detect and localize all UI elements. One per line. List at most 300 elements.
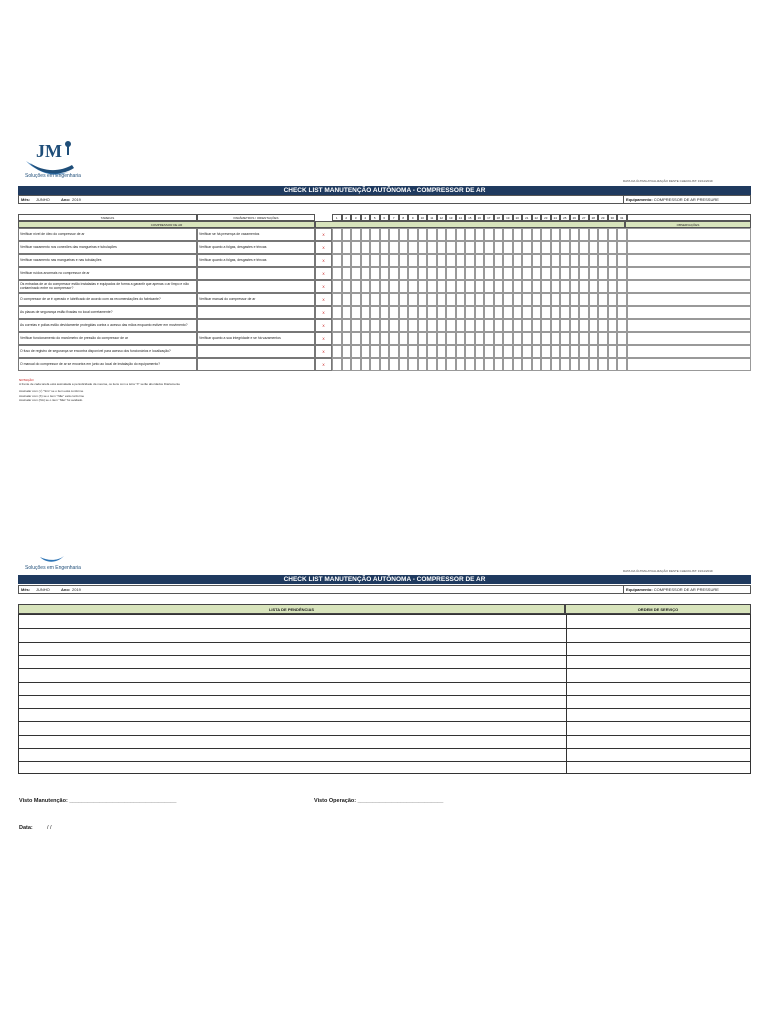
day-check-cell[interactable] xyxy=(389,254,399,267)
day-check-cell[interactable] xyxy=(446,228,456,241)
day-check-cell[interactable] xyxy=(408,319,418,332)
day-check-cell[interactable] xyxy=(465,358,475,371)
day-check-cell[interactable] xyxy=(608,358,618,371)
day-check-cell[interactable] xyxy=(446,280,456,293)
day-check-cell[interactable] xyxy=(342,267,352,280)
day-check-cell[interactable] xyxy=(494,228,504,241)
observacoes-cell[interactable] xyxy=(627,280,752,293)
day-check-cell[interactable] xyxy=(532,241,542,254)
day-check-cell[interactable] xyxy=(332,319,342,332)
day-check-cell[interactable] xyxy=(351,254,361,267)
day-check-cell[interactable] xyxy=(598,306,608,319)
day-check-cell[interactable] xyxy=(513,345,523,358)
day-check-cell[interactable] xyxy=(370,228,380,241)
day-check-cell[interactable] xyxy=(332,254,342,267)
day-check-cell[interactable] xyxy=(484,241,494,254)
day-check-cell[interactable] xyxy=(541,254,551,267)
day-check-cell[interactable] xyxy=(598,228,608,241)
day-check-cell[interactable] xyxy=(484,254,494,267)
observacoes-cell[interactable] xyxy=(627,332,752,345)
day-check-cell[interactable] xyxy=(361,358,371,371)
day-check-cell[interactable] xyxy=(389,319,399,332)
day-check-cell[interactable] xyxy=(484,267,494,280)
day-check-cell[interactable] xyxy=(456,254,466,267)
day-check-cell[interactable] xyxy=(332,345,342,358)
day-check-cell[interactable] xyxy=(370,267,380,280)
day-check-cell[interactable] xyxy=(589,280,599,293)
day-check-cell[interactable] xyxy=(342,293,352,306)
day-check-cell[interactable] xyxy=(342,345,352,358)
day-check-cell[interactable] xyxy=(399,241,409,254)
day-check-cell[interactable] xyxy=(418,358,428,371)
day-check-cell[interactable] xyxy=(418,319,428,332)
day-check-cell[interactable] xyxy=(551,280,561,293)
day-check-cell[interactable] xyxy=(570,358,580,371)
day-check-cell[interactable] xyxy=(389,280,399,293)
day-check-cell[interactable] xyxy=(570,267,580,280)
day-check-cell[interactable] xyxy=(389,228,399,241)
observacoes-cell[interactable] xyxy=(627,241,752,254)
day-check-cell[interactable] xyxy=(475,293,485,306)
day-check-cell[interactable] xyxy=(484,228,494,241)
day-check-cell[interactable] xyxy=(437,345,447,358)
day-check-cell[interactable] xyxy=(408,345,418,358)
day-check-cell[interactable] xyxy=(598,267,608,280)
day-check-cell[interactable] xyxy=(570,241,580,254)
day-check-cell[interactable] xyxy=(456,306,466,319)
day-check-cell[interactable] xyxy=(332,358,342,371)
day-check-cell[interactable] xyxy=(608,332,618,345)
observacoes-cell[interactable] xyxy=(627,319,752,332)
day-check-cell[interactable] xyxy=(380,293,390,306)
day-check-cell[interactable] xyxy=(446,293,456,306)
day-check-cell[interactable] xyxy=(560,254,570,267)
day-check-cell[interactable] xyxy=(494,319,504,332)
day-check-cell[interactable] xyxy=(560,345,570,358)
day-check-cell[interactable] xyxy=(437,358,447,371)
day-check-cell[interactable] xyxy=(570,345,580,358)
day-check-cell[interactable] xyxy=(589,332,599,345)
day-check-cell[interactable] xyxy=(570,319,580,332)
day-check-cell[interactable] xyxy=(598,319,608,332)
day-check-cell[interactable] xyxy=(475,306,485,319)
day-check-cell[interactable] xyxy=(522,358,532,371)
day-check-cell[interactable] xyxy=(494,241,504,254)
day-check-cell[interactable] xyxy=(503,280,513,293)
observacoes-cell[interactable] xyxy=(627,358,752,371)
day-check-cell[interactable] xyxy=(494,306,504,319)
day-check-cell[interactable] xyxy=(380,358,390,371)
day-check-cell[interactable] xyxy=(465,254,475,267)
day-check-cell[interactable] xyxy=(503,241,513,254)
day-check-cell[interactable] xyxy=(351,293,361,306)
day-check-cell[interactable] xyxy=(399,280,409,293)
day-check-cell[interactable] xyxy=(418,254,428,267)
day-check-cell[interactable] xyxy=(399,358,409,371)
day-check-cell[interactable] xyxy=(617,319,627,332)
day-check-cell[interactable] xyxy=(361,293,371,306)
day-check-cell[interactable] xyxy=(437,319,447,332)
day-check-cell[interactable] xyxy=(418,241,428,254)
day-check-cell[interactable] xyxy=(522,332,532,345)
day-check-cell[interactable] xyxy=(370,306,380,319)
day-check-cell[interactable] xyxy=(351,332,361,345)
day-check-cell[interactable] xyxy=(437,254,447,267)
day-check-cell[interactable] xyxy=(608,280,618,293)
day-check-cell[interactable] xyxy=(418,332,428,345)
day-check-cell[interactable] xyxy=(446,319,456,332)
day-check-cell[interactable] xyxy=(484,345,494,358)
day-check-cell[interactable] xyxy=(598,358,608,371)
day-check-cell[interactable] xyxy=(342,228,352,241)
day-check-cell[interactable] xyxy=(370,254,380,267)
day-check-cell[interactable] xyxy=(465,306,475,319)
day-check-cell[interactable] xyxy=(408,306,418,319)
day-check-cell[interactable] xyxy=(579,358,589,371)
day-check-cell[interactable] xyxy=(456,228,466,241)
day-check-cell[interactable] xyxy=(617,267,627,280)
day-check-cell[interactable] xyxy=(351,267,361,280)
day-check-cell[interactable] xyxy=(503,267,513,280)
day-check-cell[interactable] xyxy=(446,267,456,280)
day-check-cell[interactable] xyxy=(399,345,409,358)
day-check-cell[interactable] xyxy=(522,345,532,358)
day-check-cell[interactable] xyxy=(484,280,494,293)
day-check-cell[interactable] xyxy=(389,358,399,371)
day-check-cell[interactable] xyxy=(484,358,494,371)
day-check-cell[interactable] xyxy=(617,254,627,267)
day-check-cell[interactable] xyxy=(570,280,580,293)
day-check-cell[interactable] xyxy=(560,267,570,280)
day-check-cell[interactable] xyxy=(608,267,618,280)
day-check-cell[interactable] xyxy=(608,319,618,332)
day-check-cell[interactable] xyxy=(456,358,466,371)
day-check-cell[interactable] xyxy=(494,280,504,293)
day-check-cell[interactable] xyxy=(342,319,352,332)
day-check-cell[interactable] xyxy=(541,241,551,254)
day-check-cell[interactable] xyxy=(351,280,361,293)
day-check-cell[interactable] xyxy=(465,228,475,241)
day-check-cell[interactable] xyxy=(541,358,551,371)
day-check-cell[interactable] xyxy=(494,332,504,345)
day-check-cell[interactable] xyxy=(446,241,456,254)
day-check-cell[interactable] xyxy=(522,228,532,241)
day-check-cell[interactable] xyxy=(380,267,390,280)
day-check-cell[interactable] xyxy=(427,280,437,293)
day-check-cell[interactable] xyxy=(494,345,504,358)
day-check-cell[interactable] xyxy=(437,293,447,306)
day-check-cell[interactable] xyxy=(351,319,361,332)
day-check-cell[interactable] xyxy=(617,306,627,319)
day-check-cell[interactable] xyxy=(532,293,542,306)
day-check-cell[interactable] xyxy=(570,293,580,306)
day-check-cell[interactable] xyxy=(484,306,494,319)
day-check-cell[interactable] xyxy=(541,228,551,241)
day-check-cell[interactable] xyxy=(446,358,456,371)
day-check-cell[interactable] xyxy=(408,267,418,280)
day-check-cell[interactable] xyxy=(389,267,399,280)
day-check-cell[interactable] xyxy=(475,241,485,254)
day-check-cell[interactable] xyxy=(456,241,466,254)
day-check-cell[interactable] xyxy=(484,319,494,332)
day-check-cell[interactable] xyxy=(351,358,361,371)
day-check-cell[interactable] xyxy=(589,345,599,358)
day-check-cell[interactable] xyxy=(361,241,371,254)
day-check-cell[interactable] xyxy=(332,293,342,306)
day-check-cell[interactable] xyxy=(456,345,466,358)
day-check-cell[interactable] xyxy=(484,293,494,306)
day-check-cell[interactable] xyxy=(579,319,589,332)
day-check-cell[interactable] xyxy=(437,332,447,345)
day-check-cell[interactable] xyxy=(332,306,342,319)
day-check-cell[interactable] xyxy=(503,358,513,371)
day-check-cell[interactable] xyxy=(579,267,589,280)
day-check-cell[interactable] xyxy=(570,254,580,267)
day-check-cell[interactable] xyxy=(342,306,352,319)
observacoes-cell[interactable] xyxy=(627,267,752,280)
day-check-cell[interactable] xyxy=(608,306,618,319)
day-check-cell[interactable] xyxy=(456,332,466,345)
day-check-cell[interactable] xyxy=(427,306,437,319)
day-check-cell[interactable] xyxy=(589,254,599,267)
day-check-cell[interactable] xyxy=(427,267,437,280)
day-check-cell[interactable] xyxy=(427,293,437,306)
day-check-cell[interactable] xyxy=(579,254,589,267)
day-check-cell[interactable] xyxy=(532,319,542,332)
day-check-cell[interactable] xyxy=(475,228,485,241)
day-check-cell[interactable] xyxy=(361,319,371,332)
day-check-cell[interactable] xyxy=(475,254,485,267)
day-check-cell[interactable] xyxy=(598,332,608,345)
day-check-cell[interactable] xyxy=(342,280,352,293)
day-check-cell[interactable] xyxy=(541,293,551,306)
day-check-cell[interactable] xyxy=(389,293,399,306)
day-check-cell[interactable] xyxy=(446,254,456,267)
day-check-cell[interactable] xyxy=(418,267,428,280)
day-check-cell[interactable] xyxy=(399,267,409,280)
day-check-cell[interactable] xyxy=(361,306,371,319)
day-check-cell[interactable] xyxy=(598,345,608,358)
day-check-cell[interactable] xyxy=(598,241,608,254)
day-check-cell[interactable] xyxy=(351,306,361,319)
day-check-cell[interactable] xyxy=(503,319,513,332)
day-check-cell[interactable] xyxy=(570,228,580,241)
day-check-cell[interactable] xyxy=(408,254,418,267)
day-check-cell[interactable] xyxy=(332,267,342,280)
day-check-cell[interactable] xyxy=(465,319,475,332)
day-check-cell[interactable] xyxy=(560,293,570,306)
day-check-cell[interactable] xyxy=(494,358,504,371)
day-check-cell[interactable] xyxy=(408,280,418,293)
day-check-cell[interactable] xyxy=(589,319,599,332)
day-check-cell[interactable] xyxy=(465,267,475,280)
day-check-cell[interactable] xyxy=(608,345,618,358)
day-check-cell[interactable] xyxy=(427,345,437,358)
day-check-cell[interactable] xyxy=(408,293,418,306)
day-check-cell[interactable] xyxy=(560,280,570,293)
day-check-cell[interactable] xyxy=(513,306,523,319)
day-check-cell[interactable] xyxy=(494,267,504,280)
day-check-cell[interactable] xyxy=(579,306,589,319)
day-check-cell[interactable] xyxy=(427,358,437,371)
day-check-cell[interactable] xyxy=(513,241,523,254)
day-check-cell[interactable] xyxy=(570,332,580,345)
day-check-cell[interactable] xyxy=(342,358,352,371)
day-check-cell[interactable] xyxy=(380,332,390,345)
day-check-cell[interactable] xyxy=(608,254,618,267)
day-check-cell[interactable] xyxy=(513,267,523,280)
day-check-cell[interactable] xyxy=(617,345,627,358)
day-check-cell[interactable] xyxy=(332,241,342,254)
day-check-cell[interactable] xyxy=(465,241,475,254)
day-check-cell[interactable] xyxy=(513,293,523,306)
day-check-cell[interactable] xyxy=(389,345,399,358)
observacoes-cell[interactable] xyxy=(627,228,752,241)
day-check-cell[interactable] xyxy=(408,358,418,371)
day-check-cell[interactable] xyxy=(342,241,352,254)
day-check-cell[interactable] xyxy=(342,254,352,267)
day-check-cell[interactable] xyxy=(513,254,523,267)
day-check-cell[interactable] xyxy=(380,280,390,293)
day-check-cell[interactable] xyxy=(579,228,589,241)
day-check-cell[interactable] xyxy=(617,280,627,293)
day-check-cell[interactable] xyxy=(589,306,599,319)
day-check-cell[interactable] xyxy=(551,319,561,332)
day-check-cell[interactable] xyxy=(513,358,523,371)
day-check-cell[interactable] xyxy=(399,293,409,306)
day-check-cell[interactable] xyxy=(541,332,551,345)
day-check-cell[interactable] xyxy=(408,228,418,241)
day-check-cell[interactable] xyxy=(598,293,608,306)
day-check-cell[interactable] xyxy=(399,254,409,267)
day-check-cell[interactable] xyxy=(513,280,523,293)
day-check-cell[interactable] xyxy=(332,280,342,293)
day-check-cell[interactable] xyxy=(418,280,428,293)
day-check-cell[interactable] xyxy=(351,241,361,254)
day-check-cell[interactable] xyxy=(418,293,428,306)
day-check-cell[interactable] xyxy=(456,280,466,293)
day-check-cell[interactable] xyxy=(494,254,504,267)
day-check-cell[interactable] xyxy=(503,332,513,345)
day-check-cell[interactable] xyxy=(608,228,618,241)
day-check-cell[interactable] xyxy=(389,241,399,254)
day-check-cell[interactable] xyxy=(560,358,570,371)
day-check-cell[interactable] xyxy=(475,332,485,345)
day-check-cell[interactable] xyxy=(532,228,542,241)
day-check-cell[interactable] xyxy=(361,267,371,280)
day-check-cell[interactable] xyxy=(560,241,570,254)
day-check-cell[interactable] xyxy=(465,345,475,358)
day-check-cell[interactable] xyxy=(437,306,447,319)
day-check-cell[interactable] xyxy=(380,254,390,267)
day-check-cell[interactable] xyxy=(427,241,437,254)
day-check-cell[interactable] xyxy=(617,293,627,306)
day-check-cell[interactable] xyxy=(503,306,513,319)
day-check-cell[interactable] xyxy=(541,345,551,358)
day-check-cell[interactable] xyxy=(513,319,523,332)
day-check-cell[interactable] xyxy=(418,345,428,358)
day-check-cell[interactable] xyxy=(513,228,523,241)
day-check-cell[interactable] xyxy=(570,306,580,319)
day-check-cell[interactable] xyxy=(589,267,599,280)
day-check-cell[interactable] xyxy=(370,358,380,371)
day-check-cell[interactable] xyxy=(579,332,589,345)
day-check-cell[interactable] xyxy=(551,241,561,254)
day-check-cell[interactable] xyxy=(532,358,542,371)
day-check-cell[interactable] xyxy=(551,267,561,280)
day-check-cell[interactable] xyxy=(551,358,561,371)
day-check-cell[interactable] xyxy=(589,358,599,371)
day-check-cell[interactable] xyxy=(522,280,532,293)
day-check-cell[interactable] xyxy=(617,332,627,345)
day-check-cell[interactable] xyxy=(370,345,380,358)
day-check-cell[interactable] xyxy=(399,228,409,241)
day-check-cell[interactable] xyxy=(532,345,542,358)
day-check-cell[interactable] xyxy=(418,306,428,319)
day-check-cell[interactable] xyxy=(522,293,532,306)
day-check-cell[interactable] xyxy=(484,332,494,345)
day-check-cell[interactable] xyxy=(532,332,542,345)
day-check-cell[interactable] xyxy=(456,319,466,332)
day-check-cell[interactable] xyxy=(380,241,390,254)
day-check-cell[interactable] xyxy=(503,228,513,241)
day-check-cell[interactable] xyxy=(598,280,608,293)
day-check-cell[interactable] xyxy=(551,345,561,358)
day-check-cell[interactable] xyxy=(522,254,532,267)
day-check-cell[interactable] xyxy=(589,228,599,241)
day-check-cell[interactable] xyxy=(541,319,551,332)
day-check-cell[interactable] xyxy=(399,319,409,332)
day-check-cell[interactable] xyxy=(370,280,380,293)
day-check-cell[interactable] xyxy=(503,254,513,267)
day-check-cell[interactable] xyxy=(608,293,618,306)
day-check-cell[interactable] xyxy=(361,228,371,241)
day-check-cell[interactable] xyxy=(598,254,608,267)
day-check-cell[interactable] xyxy=(551,228,561,241)
day-check-cell[interactable] xyxy=(418,228,428,241)
day-check-cell[interactable] xyxy=(332,332,342,345)
day-check-cell[interactable] xyxy=(399,332,409,345)
day-check-cell[interactable] xyxy=(389,306,399,319)
day-check-cell[interactable] xyxy=(342,332,352,345)
day-check-cell[interactable] xyxy=(617,228,627,241)
day-check-cell[interactable] xyxy=(427,254,437,267)
day-check-cell[interactable] xyxy=(399,306,409,319)
day-check-cell[interactable] xyxy=(427,228,437,241)
day-check-cell[interactable] xyxy=(437,228,447,241)
observacoes-cell[interactable] xyxy=(627,345,752,358)
day-check-cell[interactable] xyxy=(532,280,542,293)
day-check-cell[interactable] xyxy=(370,332,380,345)
day-check-cell[interactable] xyxy=(551,306,561,319)
day-check-cell[interactable] xyxy=(332,228,342,241)
day-check-cell[interactable] xyxy=(465,280,475,293)
day-check-cell[interactable] xyxy=(589,241,599,254)
day-check-cell[interactable] xyxy=(560,332,570,345)
day-check-cell[interactable] xyxy=(532,267,542,280)
day-check-cell[interactable] xyxy=(560,319,570,332)
day-check-cell[interactable] xyxy=(370,319,380,332)
day-check-cell[interactable] xyxy=(551,254,561,267)
day-check-cell[interactable] xyxy=(589,293,599,306)
day-check-cell[interactable] xyxy=(446,345,456,358)
day-check-cell[interactable] xyxy=(579,345,589,358)
observacoes-cell[interactable] xyxy=(627,306,752,319)
day-check-cell[interactable] xyxy=(522,241,532,254)
observacoes-cell[interactable] xyxy=(627,254,752,267)
day-check-cell[interactable] xyxy=(389,332,399,345)
day-check-cell[interactable] xyxy=(408,241,418,254)
